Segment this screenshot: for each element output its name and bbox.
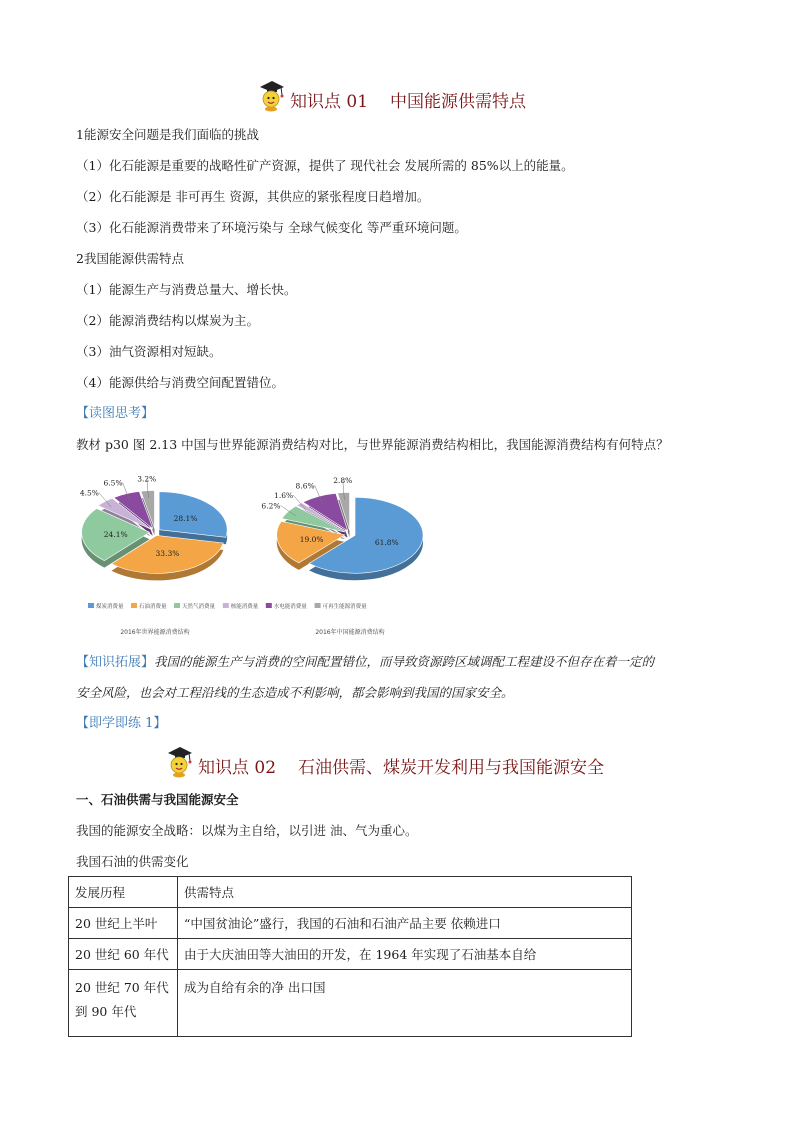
s1-item-3: （3）化石能源消费带来了环境污染与 全球气候变化 等严重环境问题。 [76, 220, 467, 235]
kp1-title [258, 78, 526, 112]
pie-chart-2 [261, 476, 423, 636]
data-label: 4.5% [79, 488, 99, 498]
data-label: 61.8% [374, 537, 399, 547]
data-label: 28.1% [173, 514, 198, 524]
s2-item-1: （1）能源生产与消费总量大、增长快。 [76, 282, 297, 297]
kp1-heading: 中国能源供需特点 [390, 92, 527, 112]
scholar-mascot-icon [166, 744, 194, 778]
table-caption: 我国石油的供需变化 [76, 854, 189, 869]
legend-swatch [88, 603, 94, 608]
data-label: 6.2% [261, 501, 281, 511]
chart-title: 2016年世界能源消费结构 [120, 629, 190, 636]
table-cell: 20 世纪 70 年代 到 90 年代 [69, 970, 178, 1037]
table-cell: 成为自给有余的净 出口国 [178, 970, 632, 1037]
table-cell: 由于大庆油田等大油田的开发，在 1964 年实现了石油基本自给 [178, 939, 632, 970]
data-label: 19.0% [299, 535, 324, 545]
read-think-question: 教材 p30 图 2.13 中国与世界能源消费结构对比，与世界能源消费结构相比，我国能源消费结构有何特点？ [76, 437, 669, 452]
s2-item-4: （4）能源供给与消费空间配置错位。 [76, 375, 284, 390]
legend-label: 核能消费量 [230, 604, 259, 610]
data-label: 8.6% [295, 481, 315, 491]
kp2-label: 知识点 02 [198, 758, 277, 778]
pie-chart-1 [80, 474, 227, 636]
kp2-heading: 石油供需、煤炭开发利用与我国能源安全 [298, 758, 605, 778]
s2-item-3: （3）油气资源相对短缺。 [76, 344, 222, 359]
s1-item-1: （1）化石能源是重要的战略性矿产资源，提供了 现代社会 发展所需的 85%以上的能量。 [76, 158, 574, 173]
energy-consumption-charts [70, 466, 450, 638]
chart-legend [88, 602, 367, 610]
chart-title: 2016年中国能源消费结构 [315, 629, 385, 636]
data-label: 6.5% [103, 478, 123, 488]
legend-label: 水电能消费量 [273, 604, 307, 610]
legend-label: 可再生能源消费量 [322, 604, 367, 610]
legend-swatch [174, 603, 180, 608]
section2-heading: 2我国能源供需特点 [76, 251, 184, 266]
data-label: 33.3% [155, 548, 180, 558]
table-row [69, 939, 632, 970]
table-row [69, 908, 632, 939]
legend-label: 煤炭消费量 [96, 604, 124, 610]
table-cell: 20 世纪 60 年代 [69, 939, 178, 970]
knowledge-expand [76, 654, 654, 671]
section1-heading: 1能源安全问题是我们面临的挑战 [76, 127, 259, 142]
legend-label: 天然气消费量 [182, 604, 216, 610]
s2-item-2: （2）能源消费结构以煤炭为主。 [76, 313, 259, 328]
expand-label: 【知识拓展】 [76, 655, 155, 670]
kp1-label: 知识点 01 [290, 92, 369, 112]
table-cell: 20 世纪上半叶 [69, 908, 178, 939]
expand-line-1: 我国的能源生产与消费的空间配置错位，而导致资源跨区域调配工程建设不但存在着一定的 [154, 654, 655, 669]
table-cell: “中国贫油论”盛行，我国的石油和石油产品主要 依赖进口 [178, 908, 632, 939]
kp2-title [166, 744, 604, 778]
section3-heading: 一、石油供需与我国能源安全 [76, 792, 239, 807]
read-think-label: 【读图思考】 [76, 406, 155, 421]
legend-swatch [315, 603, 321, 608]
legend-swatch [223, 603, 229, 608]
data-label: 3.2% [137, 474, 157, 484]
table-header-cell: 发展历程 [69, 877, 178, 908]
legend-swatch [266, 603, 272, 608]
legend-swatch [131, 603, 137, 608]
expand-line-2: 安全风险，也会对工程沿线的生态造成不利影响，都会影响到我国的国家安全。 [76, 685, 514, 700]
scholar-mascot-icon [258, 78, 286, 112]
energy-strategy: 我国的能源安全战略：以煤为主自给，以引进 油、气为重心。 [76, 823, 418, 838]
oil-supply-table [68, 876, 632, 1037]
data-label: 24.1% [103, 529, 128, 539]
legend-label: 石油消费量 [139, 604, 167, 610]
table-row [69, 970, 632, 1037]
data-label: 2.8% [333, 476, 353, 486]
table-header-cell: 供需特点 [178, 877, 632, 908]
practice-label: 【即学即练 1】 [76, 716, 167, 731]
data-label: 1.6% [274, 491, 294, 501]
s1-item-2: （2）化石能源是 非可再生 资源，其供应的紧张程度日趋增加。 [76, 189, 430, 204]
table-header-row [69, 877, 632, 908]
